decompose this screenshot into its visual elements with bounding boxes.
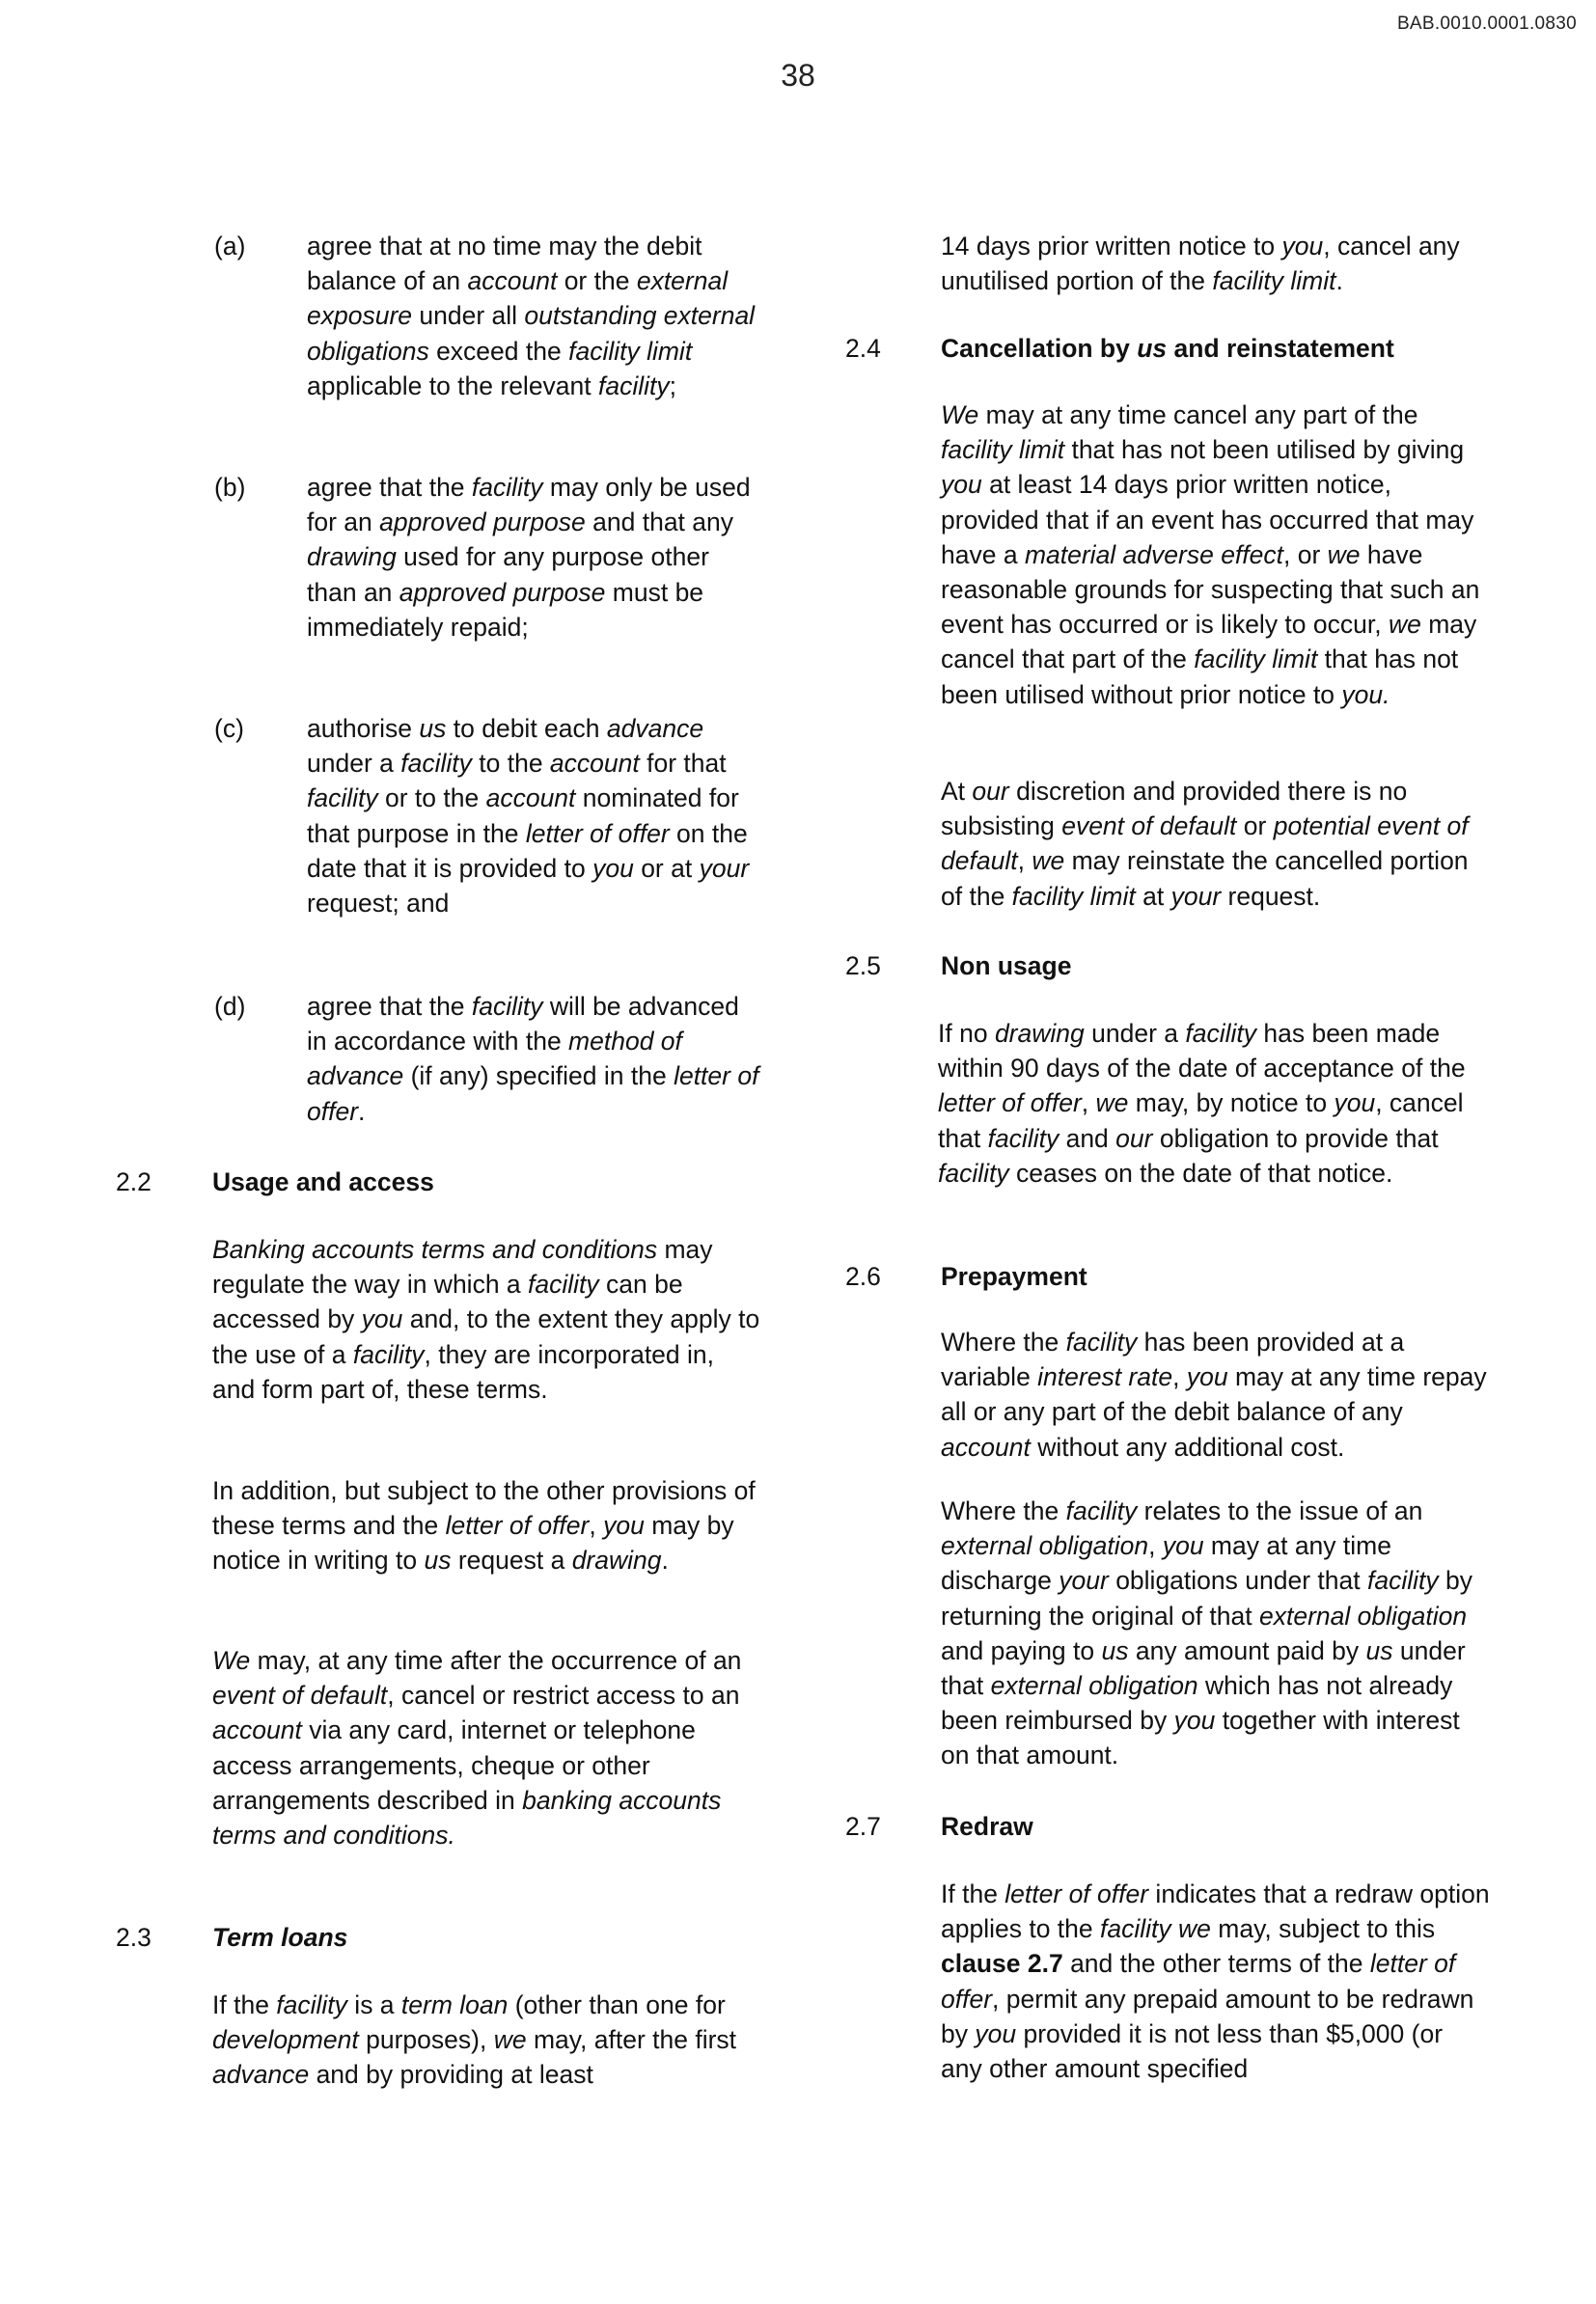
text-run: , or (1283, 539, 1328, 569)
section-number-2-6: 2.6 (845, 1262, 881, 1291)
text-run: provided it is not less than $5,000 (or any other amount specified (941, 2018, 1444, 2084)
text-run: purposes), (358, 2025, 494, 2055)
italic-term: us (424, 1546, 452, 1576)
italic-term: event of default (212, 1681, 388, 1711)
text-run: exceed the (428, 336, 569, 366)
text-run: nominated for that purpose in the (307, 783, 739, 848)
italic-term: you (1186, 1362, 1228, 1392)
text-run: and, to the extent they apply to the use of a (212, 1304, 760, 1369)
text-run: may only be used for an (307, 473, 751, 537)
italic-term: We (212, 1646, 251, 1675)
italic-term: you (1162, 1531, 1204, 1561)
text-run: , (1172, 1362, 1187, 1392)
text-run: on the date that it is provided to (307, 818, 748, 883)
text-run: , permit any prepaid amount to be redrawn by (941, 1984, 1474, 2048)
text-run: may at any time repay all or any part of the debit balance of any (941, 1362, 1487, 1427)
section-2-2-para-1 (212, 1232, 762, 1407)
text-run: . (661, 1546, 669, 1576)
text-run: authorise (307, 714, 420, 743)
text-run: , (1081, 1088, 1096, 1118)
section-2-5-para-1 (938, 1016, 1488, 1191)
text-run: may, at any time after the occurrence of an (250, 1646, 742, 1675)
section-number-2-3: 2.3 (116, 1923, 151, 1952)
text-run: has been provided at a variable (941, 1328, 1405, 1392)
italic-term: facility limit (568, 336, 693, 366)
italic-term: facility (987, 1123, 1059, 1153)
text-run: may at any time cancel any part of the (978, 400, 1418, 429)
section-number-2-5: 2.5 (845, 951, 881, 980)
text-run: to the (471, 749, 550, 779)
italic-term: letter of offer (445, 1511, 590, 1541)
section-heading-2-7: Redraw (941, 1812, 1033, 1841)
text-run: or the (557, 266, 637, 296)
text-run: discretion and provided there is no subsisting (941, 777, 1408, 841)
italic-term: our (1115, 1123, 1153, 1153)
italic-term: facility (528, 1270, 599, 1300)
italic-term: drawing (994, 1019, 1085, 1048)
italic-term: our (972, 777, 1009, 806)
italic-term: facility (471, 473, 543, 502)
italic-term: you (361, 1304, 403, 1334)
italic-term: facility limit (1212, 266, 1336, 296)
text-run: have reasonable grounds for suspecting that such an event has occurred or is likely to occur, (941, 539, 1480, 640)
italic-term: facility (276, 1990, 347, 2019)
text-run: and paying to (941, 1635, 1102, 1665)
item-label-b: (b) (214, 473, 246, 502)
section-2-2-para-3 (212, 1643, 762, 1852)
heading-2-4-part-3: and reinstatement (1167, 334, 1394, 363)
italic-term: account (549, 749, 640, 779)
text-run: , (1148, 1531, 1163, 1561)
italic-term: development (212, 2025, 359, 2055)
item-label-a: (a) (214, 232, 246, 261)
heading-2-4-part-1: Cancellation by (941, 334, 1138, 363)
italic-term: external obligation (1258, 1601, 1468, 1631)
text-run: obligations under that (1108, 1566, 1367, 1596)
text-run: that has not been utilised by giving (1064, 435, 1465, 465)
italic-term: account (467, 266, 558, 296)
italic-term: material adverse effect (1024, 539, 1284, 569)
italic-term: you (1281, 232, 1324, 261)
italic-term: advance (606, 714, 704, 743)
italic-term: letter of offer (941, 1949, 1456, 2014)
italic-term: we (1032, 846, 1065, 876)
text-run: agree that at no time may the debit balance of an (307, 232, 702, 296)
text-run: may at any time discharge (941, 1531, 1391, 1596)
text-run: In addition, but subject to the other provisions of these terms and the (212, 1476, 756, 1541)
text-run: , they are incorporated in, and form part of, these terms. (212, 1339, 715, 1404)
section-2-6-para-2 (941, 1494, 1491, 1773)
italic-term: interest rate (1037, 1362, 1173, 1392)
text-run: relates to the issue of an (1137, 1496, 1423, 1525)
italic-term: facility (352, 1339, 425, 1369)
italic-term: you (1173, 1706, 1216, 1736)
item-text-d (307, 989, 762, 1129)
italic-term: facility (471, 992, 543, 1021)
text-run: together with interest on that amount. (941, 1706, 1460, 1770)
text-run: which has not already been reimbursed by (941, 1671, 1453, 1736)
text-run: may regulate the way in which a (212, 1235, 713, 1300)
text-run: may reinstate the cancelled portion of the (941, 846, 1469, 911)
item-label-d: (d) (214, 992, 246, 1021)
section-number-2-4: 2.4 (845, 334, 881, 363)
text-run: and that any (585, 507, 734, 537)
page-number: 38 (781, 58, 815, 93)
text-run: , (1017, 846, 1032, 876)
italic-term: you (1334, 1088, 1376, 1118)
italic-term: external obligation (990, 1671, 1198, 1701)
text-run: (if any) specified in the (403, 1061, 674, 1091)
text-run: and (1059, 1123, 1116, 1153)
italic-term: event of default (1061, 811, 1237, 841)
section-heading-2-3: Term loans (212, 1923, 348, 1952)
italic-term: facility (1185, 1019, 1256, 1048)
italic-term: approved purpose (379, 507, 586, 537)
text-run: and the other terms of the (1062, 1949, 1370, 1979)
italic-term: letter of offer (1004, 1879, 1149, 1908)
text-run: If no (938, 1019, 995, 1048)
text-run: under that (941, 1635, 1466, 1701)
text-run: agree that the (307, 473, 472, 502)
italic-term: potential event of default (941, 811, 1469, 876)
italic-term: facility limit (1194, 645, 1318, 674)
text-run: can be accessed by (212, 1270, 683, 1334)
section-2-4-para-1 (941, 398, 1491, 712)
italic-term: us (1101, 1635, 1129, 1665)
italic-term: facility limit (1011, 881, 1136, 911)
text-run: 14 days prior written notice to (941, 232, 1282, 261)
text-run: has been made within 90 days of the date of acceptance of the (938, 1019, 1466, 1083)
italic-term: your (1170, 881, 1222, 911)
italic-term: facility (307, 783, 378, 813)
heading-2-4-part-2: us (1137, 334, 1168, 363)
continued-paragraph (941, 229, 1491, 298)
item-text-a (307, 229, 762, 403)
italic-term: we (1388, 610, 1421, 640)
text-run: ceases on the date of that notice. (1008, 1158, 1393, 1188)
italic-term: you (975, 2018, 1017, 2048)
text-run: to debit each (446, 714, 607, 743)
italic-term: you (603, 1511, 645, 1541)
italic-term: facility (1065, 1496, 1138, 1525)
italic-term: facility we (1100, 1914, 1211, 1944)
italic-term: account (485, 783, 576, 813)
italic-term: you. (1341, 679, 1390, 709)
text-run: under a (1084, 1019, 1186, 1048)
text-run: may, subject to this (1210, 1914, 1436, 1944)
text-run: for that (639, 749, 727, 779)
text-run: or to the (377, 783, 486, 813)
bold-reference: clause 2.7 (941, 1949, 1063, 1979)
text-run: . (1335, 266, 1343, 296)
italic-term: letter of offer (307, 1061, 759, 1126)
section-2-2-para-2 (212, 1473, 762, 1578)
italic-term: letter of offer (938, 1088, 1082, 1118)
text-run: at (1135, 881, 1171, 911)
text-run: request; and (307, 889, 450, 919)
text-run: may, by notice to (1128, 1088, 1335, 1118)
italic-term: term loan (400, 1990, 509, 2019)
section-2-3-para-1 (212, 1988, 762, 2093)
text-run: agree that the (307, 992, 472, 1021)
section-2-6-para-1 (941, 1325, 1491, 1465)
italic-term: we (1327, 539, 1361, 569)
italic-term: account (212, 1715, 302, 1745)
text-run: , (589, 1511, 604, 1541)
text-run: may by notice in writing to (212, 1511, 734, 1576)
italic-term: external obligation (941, 1531, 1149, 1561)
text-run: applicable to the relevant (307, 370, 599, 400)
italic-term: facility (1065, 1328, 1138, 1357)
section-heading-2-4 (941, 331, 1491, 366)
text-run: , cancel any unutilised portion of the (941, 232, 1460, 296)
text-run: or at (633, 853, 700, 883)
italic-term: your (699, 853, 750, 883)
document-id: BAB.0010.0001.0830 (1396, 14, 1577, 34)
text-run: without any additional cost. (1030, 1432, 1345, 1462)
text-run: under all (412, 301, 525, 331)
item-label-c: (c) (214, 714, 244, 743)
text-run: may cancel that part of the (941, 610, 1477, 674)
text-run: Where the (941, 1328, 1066, 1357)
italic-term: facility (1366, 1566, 1439, 1596)
italic-term: drawing (307, 542, 397, 572)
section-2-7-para-1 (941, 1877, 1491, 2086)
text-run: is a (346, 1990, 401, 2019)
text-run: , cancel that (938, 1088, 1464, 1153)
italic-term: facility (938, 1158, 1009, 1188)
italic-term: outstanding external obligations (307, 301, 756, 366)
text-run: will be advanced in accordance with the (307, 992, 739, 1056)
text-run: request. (1221, 881, 1321, 911)
text-run: At (941, 777, 973, 806)
text-run: . (358, 1096, 366, 1126)
italic-term: we (1095, 1088, 1129, 1118)
text-run: If the (212, 1990, 277, 2019)
text-run: by returning the original of that (941, 1566, 1472, 1631)
italic-term: method of advance (307, 1027, 682, 1091)
text-run: If the (941, 1879, 1005, 1908)
text-run: used for any purpose other than an (307, 542, 709, 607)
text-run: , cancel or restrict access to an (387, 1681, 740, 1711)
text-run: that has not been utilised without prior notice to (941, 645, 1459, 709)
text-run: may, after the first (526, 2025, 737, 2055)
section-heading-2-5: Non usage (941, 951, 1072, 980)
italic-term: banking accounts terms and conditions. (212, 1785, 722, 1851)
italic-term: your (1059, 1566, 1109, 1596)
italic-term: drawing (571, 1546, 662, 1576)
section-number-2-2: 2.2 (116, 1167, 151, 1196)
text-run: under a (307, 749, 401, 779)
text-run: and by providing at least (309, 2060, 593, 2090)
item-text-c (307, 711, 762, 920)
italic-term: you (592, 853, 634, 883)
italic-term: We (941, 400, 979, 429)
text-run: any amount paid by (1128, 1635, 1366, 1665)
section-2-4-para-2 (941, 774, 1491, 914)
text-run: via any card, internet or telephone access arrangements, cheque or other arrangements described in (212, 1715, 696, 1815)
italic-term: account (941, 1432, 1031, 1462)
italic-term: you (941, 470, 982, 500)
text-run: ; (669, 370, 677, 400)
text-run: at least 14 days prior written notice, provided that if an event has occurred that may have a (941, 470, 1474, 569)
text-run: must be immediately repaid; (307, 577, 704, 642)
italic-term: us (1365, 1635, 1393, 1665)
item-text-b (307, 470, 762, 645)
section-number-2-7: 2.7 (845, 1812, 881, 1841)
italic-term: advance (212, 2060, 310, 2090)
italic-term: facility (598, 370, 670, 400)
text-run: request a (451, 1546, 572, 1576)
italic-term: letter of offer (525, 818, 670, 848)
italic-term: us (419, 714, 447, 743)
section-heading-2-6: Prepayment (941, 1262, 1087, 1291)
italic-term: approved purpose (399, 577, 606, 607)
section-heading-2-2: Usage and access (212, 1167, 434, 1196)
text-run: Where the (941, 1496, 1066, 1525)
italic-term: facility (400, 749, 472, 779)
italic-term: we (493, 2025, 527, 2055)
italic-term: facility limit (941, 435, 1065, 465)
italic-term: external exposure (307, 266, 729, 331)
text-run: indicates that a redraw option applies to the (941, 1879, 1490, 1944)
italic-term: Banking accounts terms and conditions (212, 1235, 658, 1264)
text-run: obligation to provide that (1152, 1123, 1439, 1153)
text-run: or (1236, 811, 1274, 841)
text-run: (other than one for (508, 1990, 726, 2019)
